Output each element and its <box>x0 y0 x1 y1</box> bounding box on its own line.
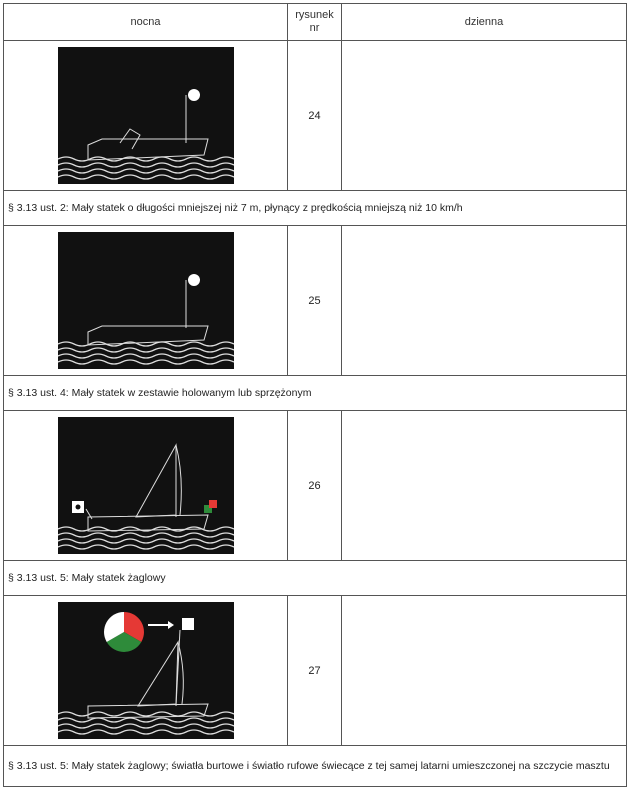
header-number-line1: rysunek <box>295 9 334 21</box>
caption-row <box>4 376 627 411</box>
header-night: nocna <box>4 4 288 41</box>
figure-row <box>4 596 627 746</box>
caption-row <box>4 746 627 787</box>
header-number-line2: nr <box>309 22 320 34</box>
figure-number: 24 <box>288 41 342 191</box>
day-cell <box>342 41 627 191</box>
signal-table <box>3 3 627 787</box>
day-cell <box>342 411 627 561</box>
night-illustration-25 <box>58 232 234 369</box>
night-illustration-26 <box>58 417 234 554</box>
header-number <box>288 4 342 41</box>
masthead-light-icon <box>182 618 194 630</box>
figure-number: 27 <box>288 596 342 746</box>
day-cell <box>342 226 627 376</box>
header-day: dzienna <box>342 4 627 41</box>
night-cell <box>4 226 288 376</box>
tricolor-light-diagram <box>104 612 144 652</box>
red-light-icon <box>209 500 217 508</box>
night-illustration-27 <box>58 602 234 739</box>
figure-caption: § 3.13 ust. 5: Mały statek żaglowy <box>4 561 627 596</box>
figure-caption: § 3.13 ust. 4: Mały statek w zestawie holowanym lub sprzężonym <box>4 376 627 411</box>
night-illustration-24 <box>58 47 234 184</box>
header-row <box>4 4 627 41</box>
figure-row <box>4 41 627 191</box>
figure-caption: § 3.13 ust. 5: Mały statek żaglowy; światła burtowe i światło rufowe świecące z tej samej latarni umieszczonej na szczycie masztu <box>4 746 627 787</box>
figure-row <box>4 226 627 376</box>
night-cell <box>4 41 288 191</box>
white-light-icon <box>188 274 200 286</box>
figure-number: 26 <box>288 411 342 561</box>
figure-row <box>4 411 627 561</box>
caption-row <box>4 191 627 226</box>
figure-number: 25 <box>288 226 342 376</box>
white-light-icon <box>188 89 200 101</box>
night-cell <box>4 411 288 561</box>
night-cell <box>4 596 288 746</box>
figure-caption: § 3.13 ust. 2: Mały statek o długości mniejszej niż 7 m, płynący z prędkością mniejszą niż 10 km/h <box>4 191 627 226</box>
caption-row <box>4 561 627 596</box>
day-cell <box>342 596 627 746</box>
